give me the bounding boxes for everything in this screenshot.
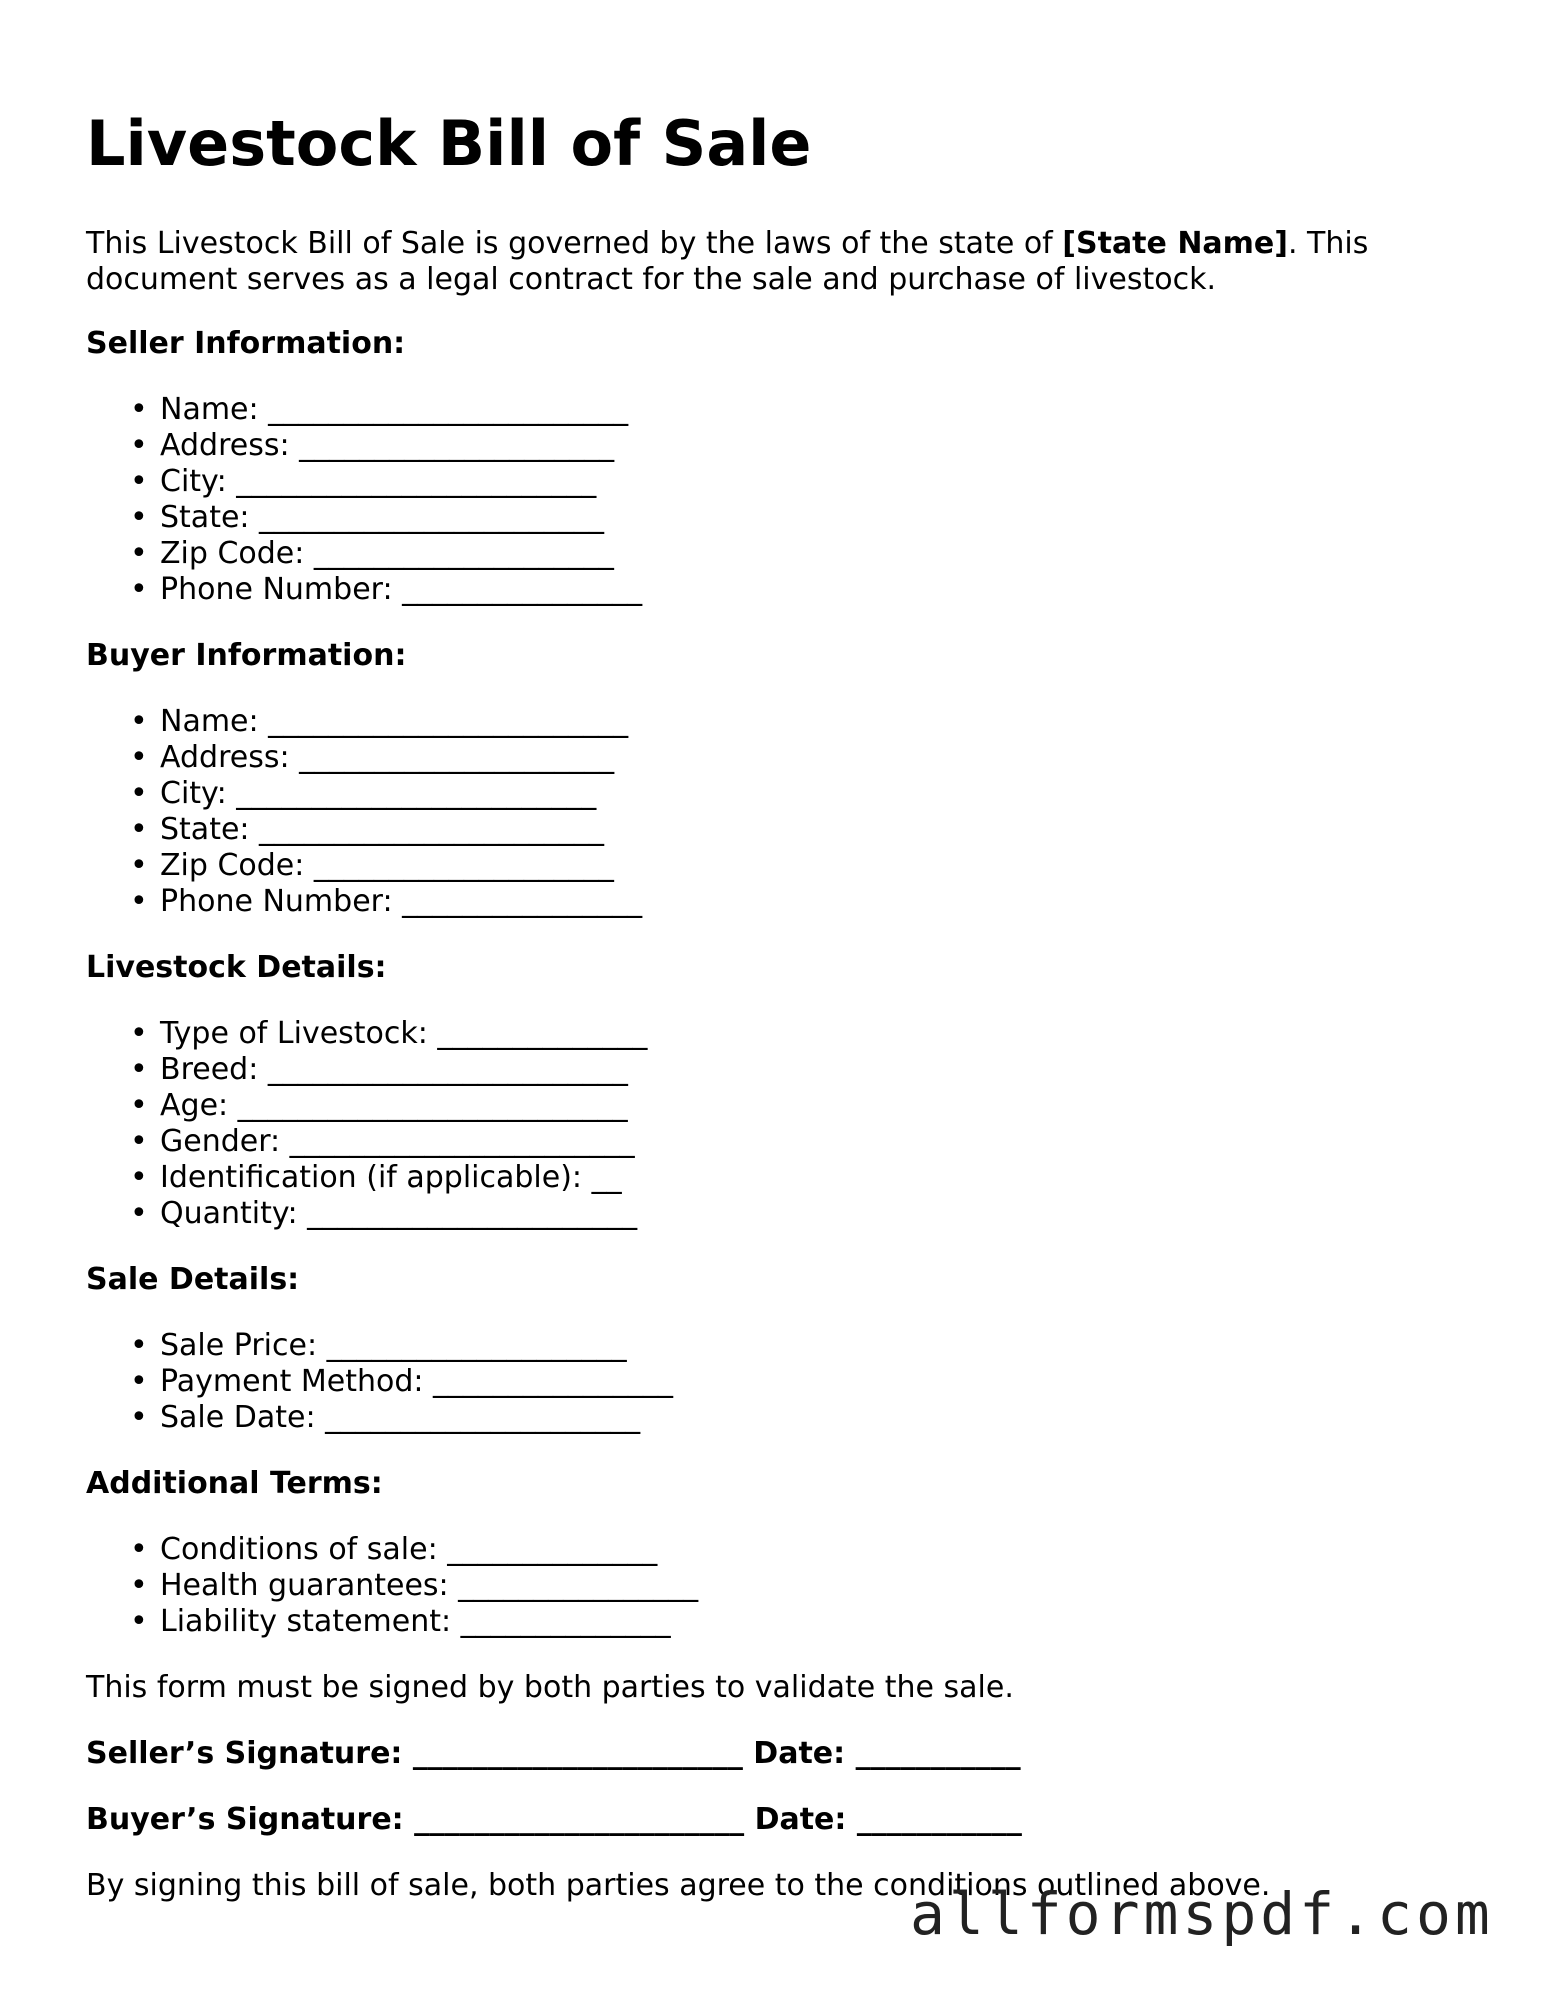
livestock-gender-field: Gender: _______________________ [160, 1124, 635, 1159]
list-item [130, 1160, 1466, 1196]
buyer-city-field: City: ________________________ [160, 776, 597, 811]
bullet: • [130, 572, 148, 607]
livestock-identification-field: Identification (if applicable): __ [160, 1160, 622, 1195]
list-item [130, 704, 1466, 740]
livestock-details-list [86, 1016, 1466, 1232]
conditions-of-sale-field: Conditions of sale: ______________ [160, 1532, 658, 1567]
additional-terms-heading: Additional Terms: [86, 1466, 383, 1501]
sale-details-list [86, 1328, 1466, 1436]
list-item [130, 1016, 1466, 1052]
list-item [130, 1124, 1466, 1160]
livestock-age-field: Age: __________________________ [160, 1088, 628, 1123]
list-item [130, 392, 1466, 428]
list-item [130, 812, 1466, 848]
livestock-quantity-field: Quantity: ______________________ [160, 1196, 638, 1231]
bullet: • [130, 1124, 148, 1159]
list-item [130, 776, 1466, 812]
sale-price-field: Sale Price: ____________________ [160, 1328, 627, 1363]
payment-method-field: Payment Method: ________________ [160, 1364, 674, 1399]
buyer-zip-field: Zip Code: ____________________ [160, 848, 614, 883]
closing-note: By signing this bill of sale, both parties agree to the conditions outlined above. [86, 1868, 1271, 1903]
list-item [130, 536, 1466, 572]
additional-terms-list [86, 1532, 1466, 1640]
liability-statement-field: Liability statement: ______________ [160, 1604, 671, 1639]
health-guarantees-field: Health guarantees: ________________ [160, 1568, 699, 1603]
buyer-information-list [86, 704, 1466, 920]
seller-phone-field: Phone Number: ________________ [160, 572, 643, 607]
intro-text-1: This Livestock Bill of Sale is governed by the laws of the state of [86, 226, 1063, 261]
seller-name-field: Name: ________________________ [160, 392, 629, 427]
bullet: • [130, 776, 148, 811]
list-item [130, 1088, 1466, 1124]
list-item [130, 1568, 1466, 1604]
livestock-type-field: Type of Livestock: ______________ [160, 1016, 648, 1051]
list-item [130, 1364, 1466, 1400]
bullet: • [130, 1400, 148, 1435]
sale-date-field: Sale Date: _____________________ [160, 1400, 641, 1435]
list-item [130, 740, 1466, 776]
bullet: • [130, 500, 148, 535]
list-item [130, 1532, 1466, 1568]
buyer-address-field: Address: _____________________ [160, 740, 615, 775]
bullet: • [130, 812, 148, 847]
list-item [130, 1328, 1466, 1364]
bullet: • [130, 392, 148, 427]
validation-note: This form must be signed by both parties to validate the sale. [86, 1670, 1014, 1705]
list-item [130, 464, 1466, 500]
sale-details-heading: Sale Details: [86, 1262, 300, 1297]
livestock-breed-field: Breed: ________________________ [160, 1052, 628, 1087]
bullet: • [130, 1160, 148, 1195]
seller-information-list [86, 392, 1466, 608]
bullet: • [130, 1088, 148, 1123]
list-item [130, 1604, 1466, 1640]
list-item [130, 1400, 1466, 1436]
list-item [130, 1196, 1466, 1232]
livestock-details-heading: Livestock Details: [86, 950, 387, 985]
bullet: • [130, 1016, 148, 1051]
seller-state-field: State: _______________________ [160, 500, 605, 535]
document-title: Livestock Bill of Sale [86, 107, 812, 180]
seller-address-field: Address: _____________________ [160, 428, 615, 463]
bullet: • [130, 1196, 148, 1231]
intro-text-2: . This document serves as a legal contract for the sale and purchase of livestock. [86, 226, 1369, 297]
buyer-signature-line: Buyer’s Signature: ______________________ Date: ___________ [86, 1802, 1022, 1837]
list-item [130, 500, 1466, 536]
bullet: • [130, 848, 148, 883]
intro-paragraph [86, 226, 1466, 298]
bullet: • [130, 464, 148, 499]
seller-signature-line: Seller’s Signature: ______________________ Date: ___________ [86, 1736, 1021, 1771]
bullet: • [130, 1052, 148, 1087]
watermark: allformspdf.com [910, 1880, 1494, 1948]
document-page [86, 104, 1466, 1934]
bullet: • [130, 1532, 148, 1567]
list-item [130, 572, 1466, 608]
state-name-placeholder: [State Name] [1062, 226, 1288, 261]
bullet: • [130, 428, 148, 463]
bullet: • [130, 704, 148, 739]
list-item [130, 1052, 1466, 1088]
seller-zip-field: Zip Code: ____________________ [160, 536, 614, 571]
list-item [130, 428, 1466, 464]
bullet: • [130, 1604, 148, 1639]
seller-city-field: City: ________________________ [160, 464, 597, 499]
buyer-state-field: State: _______________________ [160, 812, 605, 847]
buyer-phone-field: Phone Number: ________________ [160, 884, 643, 919]
buyer-information-heading: Buyer Information: [86, 638, 407, 673]
bullet: • [130, 1328, 148, 1363]
bullet: • [130, 536, 148, 571]
bullet: • [130, 884, 148, 919]
seller-information-heading: Seller Information: [86, 326, 406, 361]
buyer-name-field: Name: ________________________ [160, 704, 629, 739]
bullet: • [130, 740, 148, 775]
bullet: • [130, 1364, 148, 1399]
list-item [130, 884, 1466, 920]
list-item [130, 848, 1466, 884]
bullet: • [130, 1568, 148, 1603]
